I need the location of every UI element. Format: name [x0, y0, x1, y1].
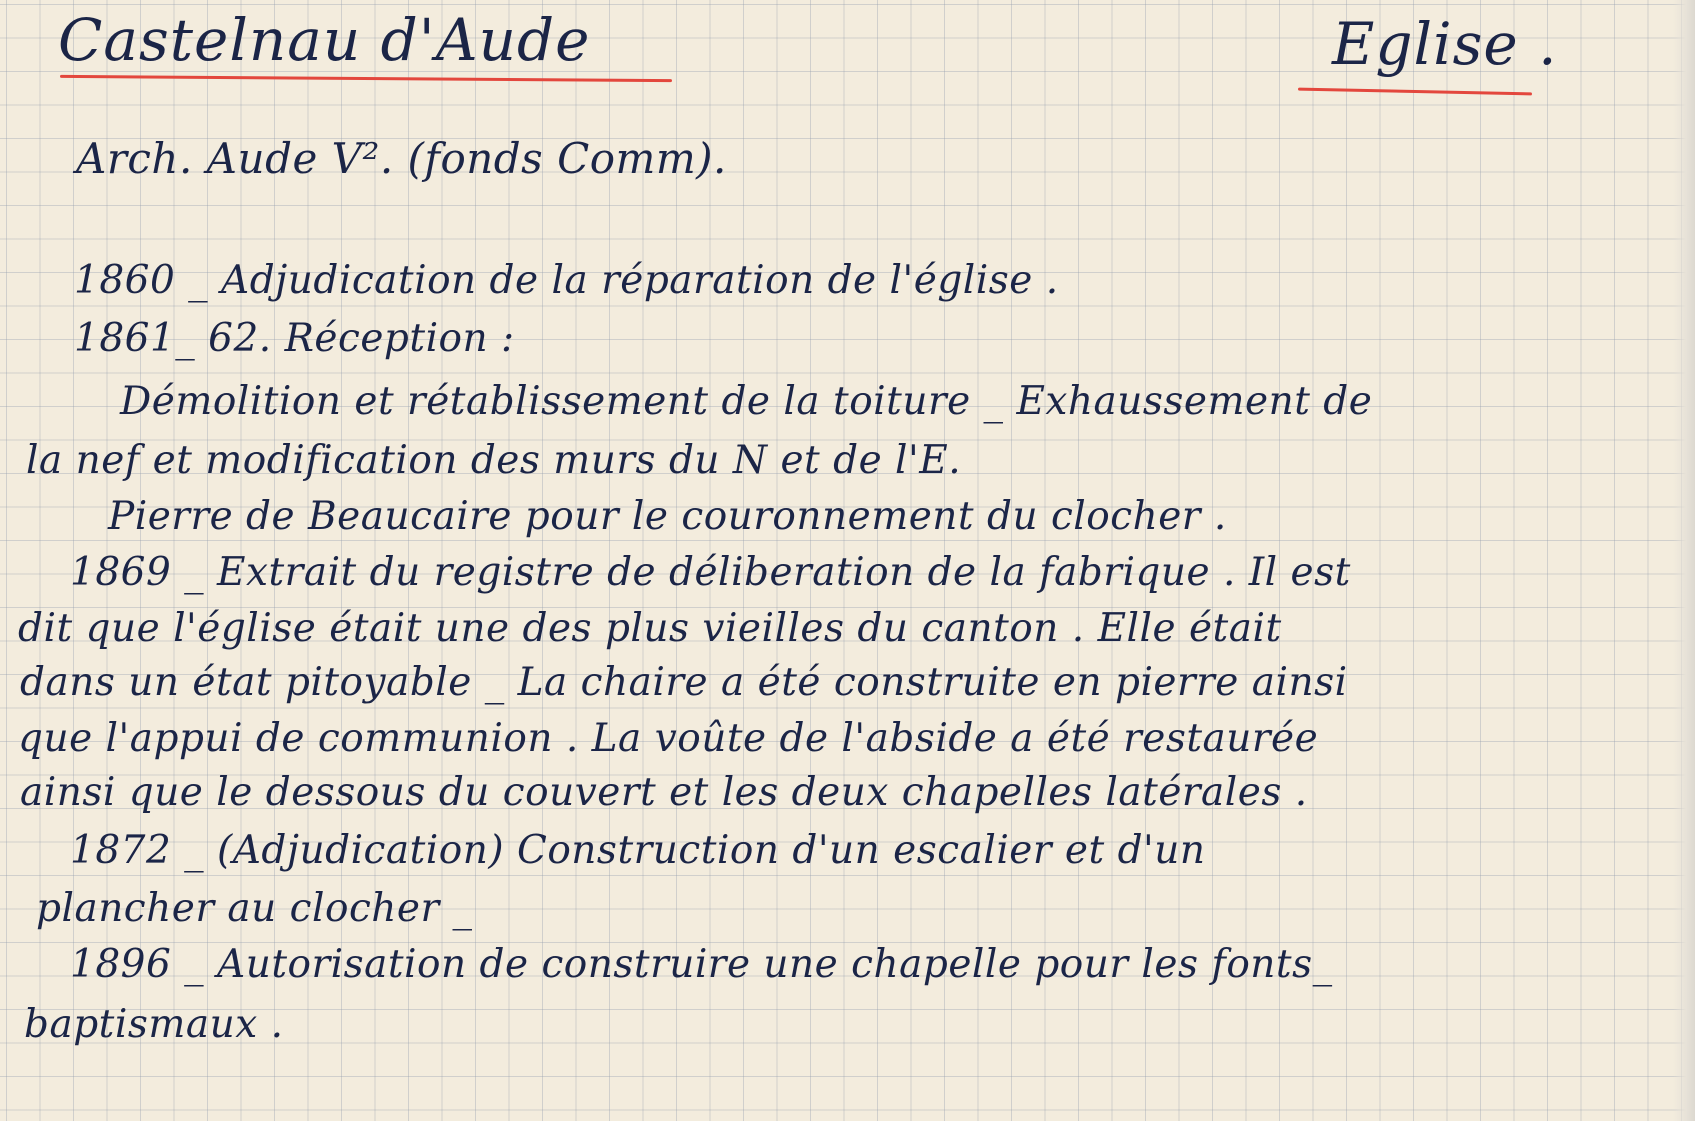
- note-line: dans un état pitoyable _ La chaire a été construite en pierre ainsi: [20, 660, 1348, 705]
- note-line: plancher au clocher _: [36, 886, 473, 931]
- note-line: dit que l'église était une des plus vieilles du canton . Elle était: [18, 606, 1282, 651]
- note-line: 1896 _ Autorisation de construire une chapelle pour les fonts_: [70, 942, 1333, 987]
- archive-reference: Arch. Aude V². (fonds Comm).: [76, 134, 727, 183]
- note-line: 1860 _ Adjudication de la réparation de l'église .: [74, 258, 1059, 303]
- note-line: que l'appui de communion . La voûte de l'abside a été restaurée: [18, 716, 1319, 761]
- card-title: Castelnau d'Aude: [58, 6, 591, 74]
- note-line: 1869 _ Extrait du registre de déliberation de la fabrique . Il est: [70, 550, 1351, 595]
- type-underline: [1298, 88, 1532, 96]
- note-line: la nef et modification des murs du N et de l'E.: [26, 438, 962, 483]
- note-line: 1861_ 62. Réception :: [74, 316, 515, 361]
- card-edge: [1673, 0, 1695, 1121]
- note-line: Démolition et rétablissement de la toiture _ Exhaussement de: [120, 379, 1373, 424]
- note-line: ainsi que le dessous du couvert et les deux chapelles latérales .: [20, 770, 1308, 815]
- card-type: Eglise .: [1332, 10, 1558, 78]
- note-line: baptismaux .: [24, 1002, 284, 1047]
- note-line: Pierre de Beaucaire pour le couronnement du clocher .: [108, 494, 1227, 539]
- title-underline: [60, 75, 672, 82]
- note-line: 1872 _ (Adjudication) Construction d'un escalier et d'un: [70, 828, 1206, 873]
